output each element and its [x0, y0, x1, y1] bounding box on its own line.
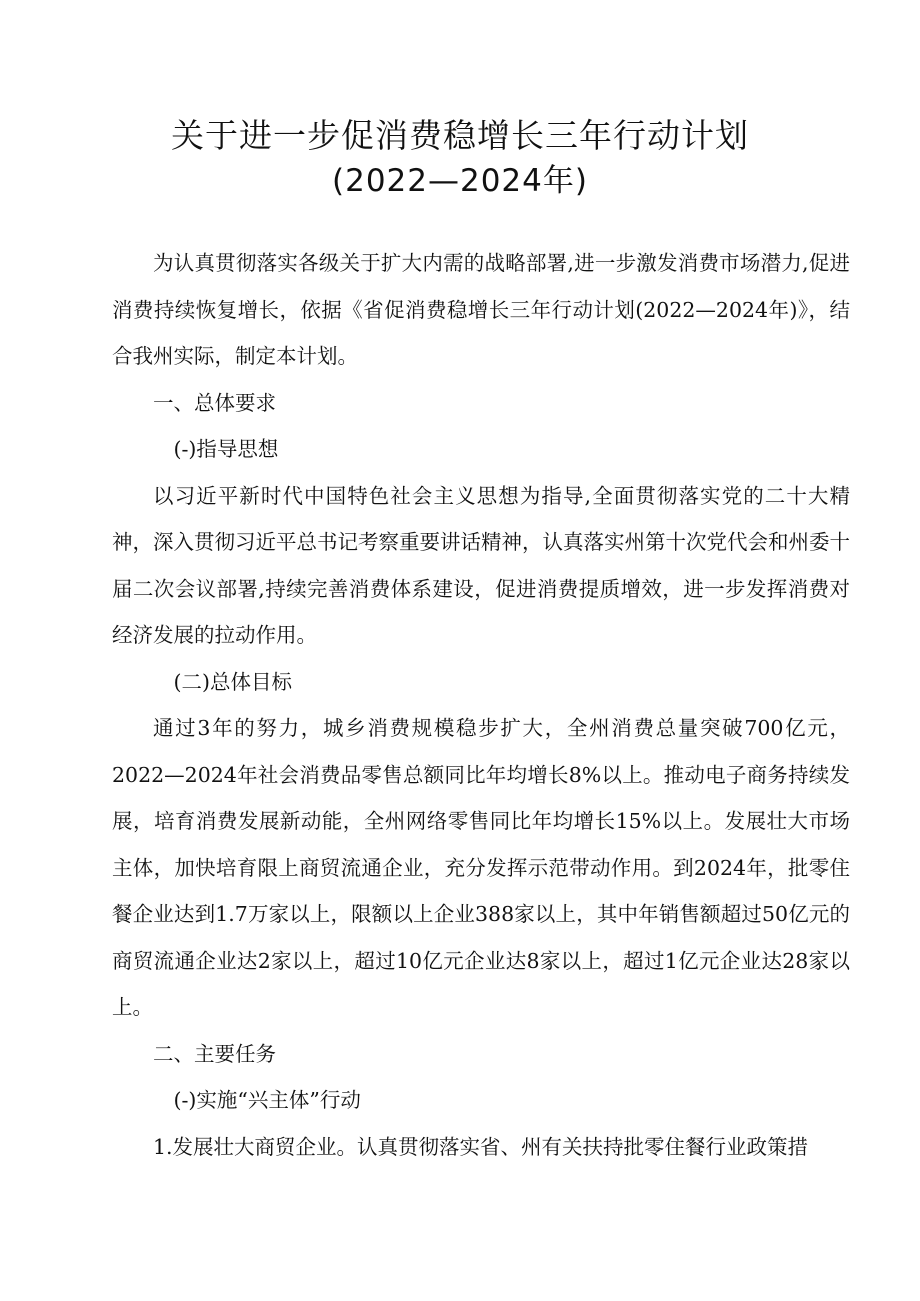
subsection-heading-overall-goals: (二)总体目标	[173, 669, 292, 694]
document-body	[112, 240, 850, 1170]
section-heading-main-tasks: 二、主要任务	[153, 1041, 276, 1066]
subsection-heading-entity-action: (-)实施“兴主体”行动	[173, 1088, 361, 1112]
subsection-heading-guiding-ideology: (-)指导思想	[173, 437, 279, 461]
intro-paragraph: 为认真贯彻落实各级关于扩大内需的战略部署,进一步激发消费市场潜力,促进消费持续恢复增长，依据《省促消费稳增长三年行动计划(2022—2024年)》，结合我州实际，制定本计划。	[112, 251, 850, 368]
section-heading-general-requirements: 一、总体要求	[153, 390, 276, 415]
overall-goals-paragraph: 通过3年的努力，城乡消费规模稳步扩大，全州消费总量突破700亿元，2022—2024年社会消费品零售总额同比年均增长8%以上。推动电子商务持续发展，培育消费发展新动能，全州网络零售同比年均增长15%以上。发展壮大市场主体，加快培育限上商贸流通企业，充分发挥示范带动作用。到2024年，批零住餐企业达到1.7万家以上，限额以上企业388家以上，其中年销售额超过50亿元的商贸流通企业达2家以上，超过10亿元企业达8家以上，超过1亿元企业达28家以上。	[112, 716, 850, 1019]
guiding-ideology-paragraph: 以习近平新时代中国特色社会主义思想为指导,全面贯彻落实党的二十大精神，深入贯彻习近平总书记考察重要讲话精神，认真落实州第十次党代会和州委十届二次会议部署,持续完善消费体系建设，促进消费提质增效，进一步发挥消费对经济发展的拉动作用。	[112, 483, 850, 647]
document-title: 关于进一步促消费稳增长三年行动计划	[171, 116, 749, 155]
task-item-1-paragraph: 1.发展壮大商贸企业。认真贯彻落实省、州有关扶持批零住餐行业政策措	[153, 1134, 809, 1159]
document-subtitle-years: (2022—2024年)	[332, 163, 588, 199]
